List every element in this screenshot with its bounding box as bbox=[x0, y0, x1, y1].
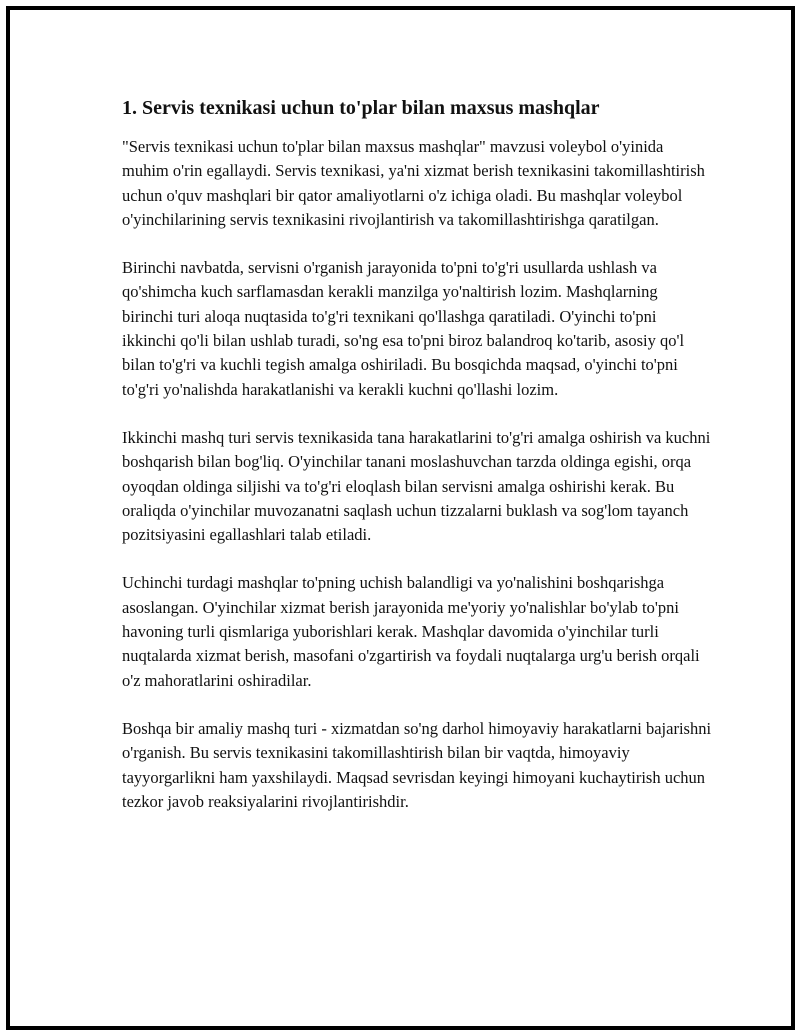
document-body bbox=[122, 95, 712, 838]
page-border bbox=[6, 6, 795, 1030]
paragraph-third-exercise: Uchinchi turdagi mashqlar to'pning uchish balandligi va yo'nalishini boshqarishga asoslangan. O'yinchilar xizmat berish jarayonida me'yoriy yo'nalishlar bo'ylab to'pni havoning turli qismlariga yuborishlari kerak. Mashqlar davomida o'yinchilar turli nuqtalarda xizmat berish, masofani o'zgartirish va foydali nuqtalarga urg'u berish orqali o'z mahoratlarini oshiradilar. bbox=[122, 573, 700, 690]
paragraph-second-exercise: Ikkinchi mashq turi servis texnikasida tana harakatlarini to'g'ri amalga oshirish va kuchni boshqarish bilan bog'liq. O'yinchilar tanani moslashuvchan tarzda oldinga egishi, orqa oyoqdan oldinga siljishi va to'g'ri eloqlash bilan servisni amalga oshirishi kerak. Bu oraliqda o'yinchilar muvozanatni saqlash uchun tizzalarni buklash va sog'lom tayanch pozitsiyasini egallashlari talab etiladi. bbox=[122, 427, 711, 545]
paragraph-defensive-exercise: Boshqa bir amaliy mashq turi - xizmatdan so'ng darhol himoyaviy harakatlarni bajarishni o'rganish. Bu servis texnikasini takomillashtirish bilan bir vaqtda, himoyaviy tayyorgarlikni ham yaxshilaydi. Maqsad sevrisdan keyingi himoyani kuchaytirish uchun tezkor javob reaksiyalarini rivojlantirishdir. bbox=[122, 718, 712, 811]
section-heading: 1. Servis texnikasi uchun to'plar bilan maxsus mashqlar bbox=[122, 97, 600, 119]
paragraph-intro: "Servis texnikasi uchun to'plar bilan maxsus mashqlar" mavzusi voleybol o'yinida muhim o'rin egallaydi. Servis texnikasi, ya'ni xizmat berish texnikasini takomillashtirish uchun o'quv mashqlari bir qator amaliyotlarni o'z ichiga oladi. Bu mashqlar voleybol o'yinchilarining servis texnikasini rivojlantirish va takomillashtirishga qaratilgan. bbox=[122, 137, 705, 229]
paragraph-first-exercise: Birinchi navbatda, servisni o'rganish jarayonida to'pni to'g'ri usullarda ushlash va qo'shimcha kuch sarflamasdan kerakli manzilga yo'naltirish lozim. Mashqlarning birinchi turi aloqa nuqtasida to'g'ri texnikani qo'llashga qaratiladi. O'yinchi to'pni ikkinchi qo'li bilan ushlab turadi, so'ng esa to'pni biroz balandroq ko'tarib, asosiy qo'l bilan to'g'ri va kuchli tegish amalga oshiriladi. Bu bosqichda maqsad, o'yinchi to'pni to'g'ri yo'nalishda harakatlanishi va kerakli kuchni qo'llashi lozim. bbox=[122, 258, 685, 399]
